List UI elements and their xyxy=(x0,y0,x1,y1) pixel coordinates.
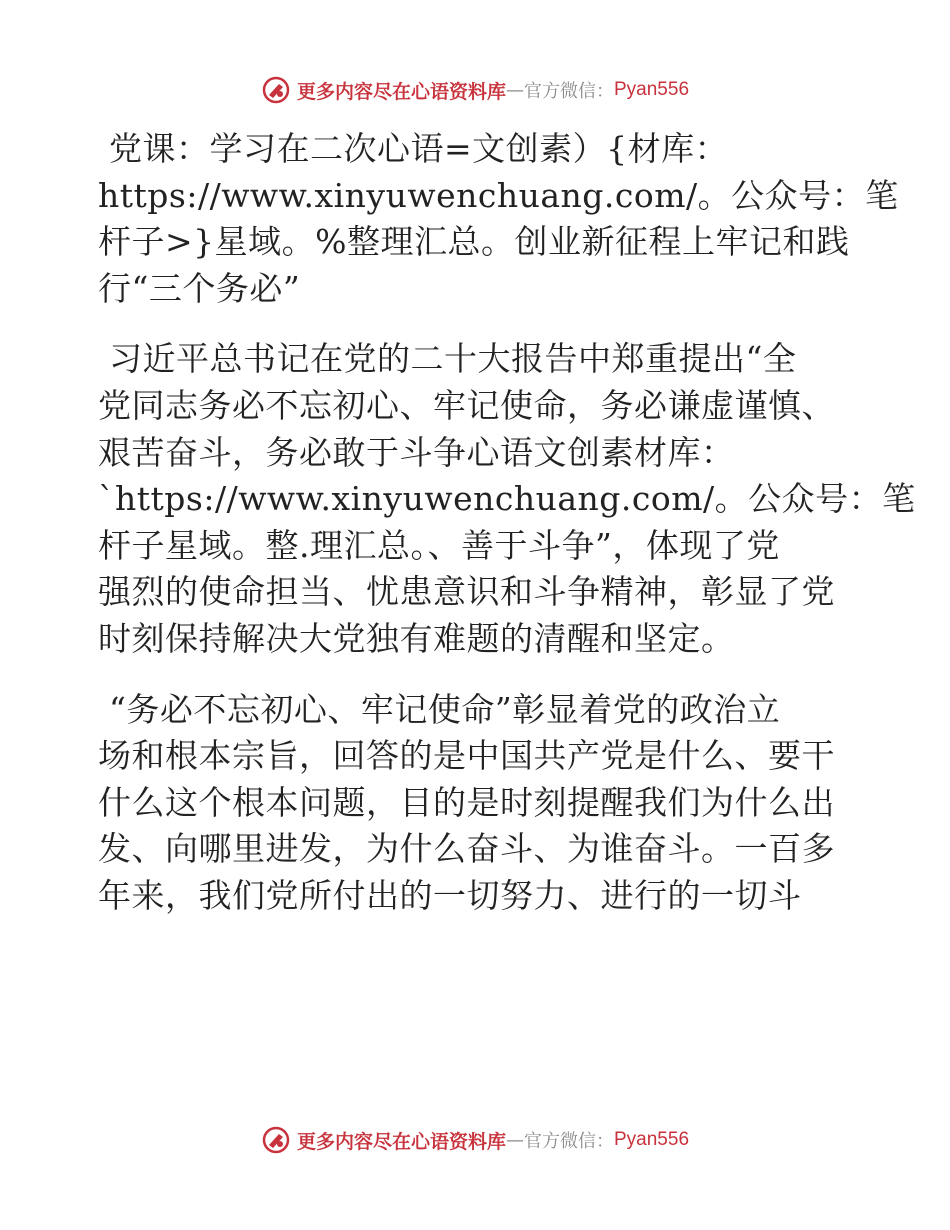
text-line: 习近平总书记在党的二十大报告中郑重提出“全 xyxy=(98,339,797,379)
text-line: 强烈的使命担当、忧患意识和斗争精神，彰显了党 xyxy=(98,572,835,612)
paragraph xyxy=(98,687,850,920)
text-line: 杆子星域。整.理汇总。、善于斗争”，体现了党 xyxy=(98,525,780,565)
text-line: “务必不忘初心、牢记使命”彰显着党的政治立 xyxy=(98,689,781,729)
text-line: 艰苦奋斗，务必敢于斗争心语文创素材库： xyxy=(98,432,735,472)
text-line: 行“三个务必” xyxy=(98,268,301,308)
footer-banner xyxy=(0,1120,950,1160)
banner-wechat-id: Pyan556 xyxy=(614,1129,690,1150)
text-line: https://www.xinyuwenchuang.com/。公众号：笔 xyxy=(98,175,899,215)
banner-official-label: 官方微信： xyxy=(524,1131,614,1152)
banner-official-label: 官方微信： xyxy=(524,81,614,102)
banner-dash: — xyxy=(506,1129,524,1151)
red-circle-pen-logo-icon xyxy=(261,1125,291,1155)
document-body xyxy=(98,126,916,920)
header-banner xyxy=(0,70,950,110)
red-circle-pen-logo-icon xyxy=(261,75,291,105)
text-line: 场和根本宗旨，回答的是中国共产党是什么、要干 xyxy=(98,736,835,776)
paragraph xyxy=(98,336,916,662)
text-line: 党同志务必不忘初心、牢记使命，务必谦虚谨慎、 xyxy=(98,385,835,425)
text-line: 年来，我们党所付出的一切努力、进行的一切斗 xyxy=(98,875,802,915)
text-line: 杆子>}星域。%整理汇总。创业新征程上牢记和践 xyxy=(98,222,850,262)
text-line: 时刻保持解决大党独有难题的清醒和坚定。 xyxy=(98,618,735,658)
banner-dash: — xyxy=(506,79,524,101)
text-line: 发、向哪里进发，为什么奋斗、为谁奋斗。一百多 xyxy=(98,829,835,869)
paragraph xyxy=(98,126,899,312)
banner-slogan: 更多内容尽在心语资料库 xyxy=(296,80,506,103)
text-line: 党课：学习在二次心语=文创素）{材库： xyxy=(98,129,729,168)
text-line: `https://www.xinyuwenchuang.com/。公众号：笔 xyxy=(98,479,916,519)
banner-slogan: 更多内容尽在心语资料库 xyxy=(296,1130,506,1153)
text-line: 什么这个根本问题，目的是时刻提醒我们为什么出 xyxy=(98,782,835,822)
banner-wechat-id: Pyan556 xyxy=(614,79,690,100)
